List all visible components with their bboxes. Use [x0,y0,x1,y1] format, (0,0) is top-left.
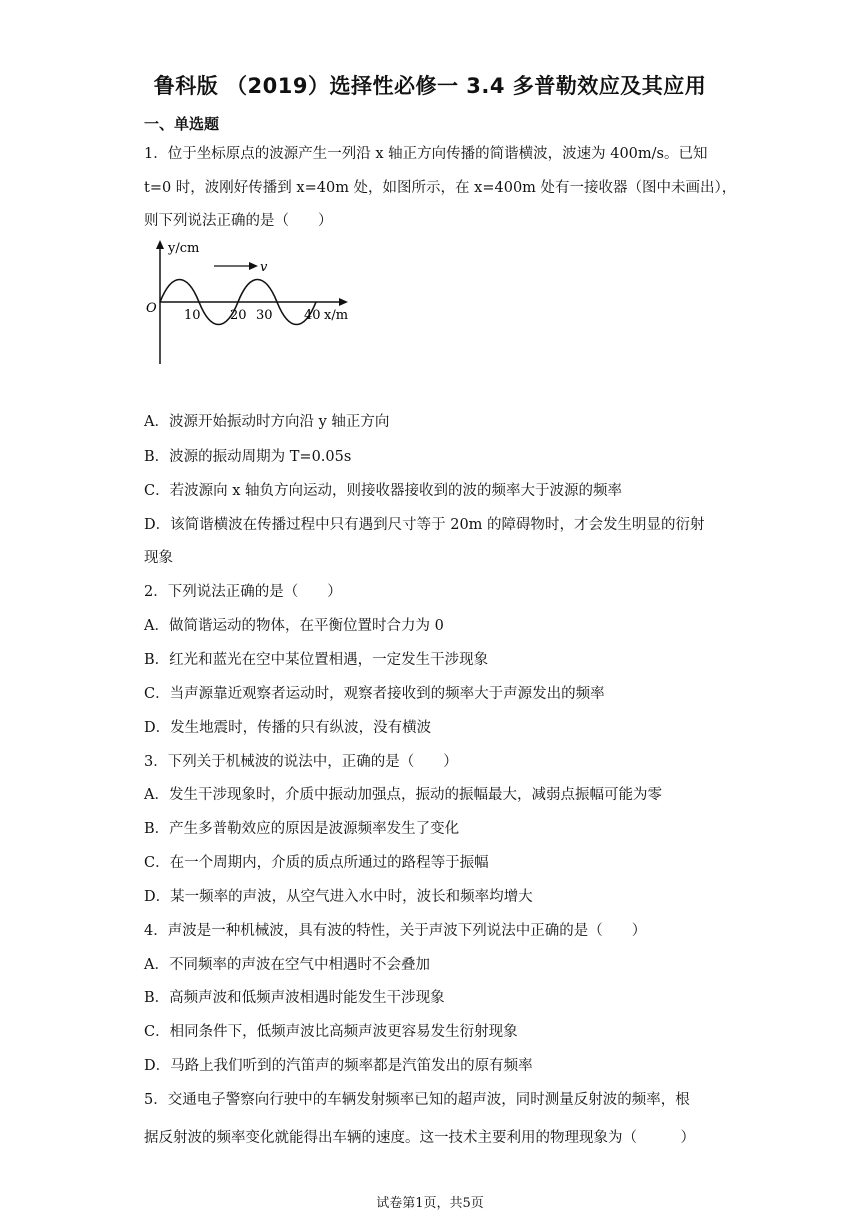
question-3-stem: 3．下列关于机械波的说法中，正确的是（ ） [144,754,458,770]
question-3-option-a: A．发生干涉现象时，介质中振动加强点，振动的振幅最大，减弱点振幅可能为零 [144,787,662,803]
question-4-option-a: A．不同频率的声波在空气中相遇时不会叠加 [144,957,430,973]
page-title: 鲁科版 （2019）选择性必修一 3.4 多普勒效应及其应用 [153,74,707,98]
question-4-option-c: C．相同条件下，低频声波比高频声波更容易发生衍射现象 [144,1024,518,1040]
question-4-stem: 4．声波是一种机械波，具有波的特性，关于声波下列说法中正确的是（ ） [144,923,647,939]
page-footer: 试卷第1页，共5页 [376,1196,484,1211]
question-5-line-1: 5．交通电子警察向行驶中的车辆发射频率已知的超声波，同时测量反射波的频率，根 [144,1092,690,1108]
section-heading: 一、单选题 [144,115,220,133]
question-4-option-b: B．高频声波和低频声波相遇时能发生干涉现象 [144,990,445,1006]
question-2-option-d: D．发生地震时，传播的只有纵波，没有横波 [144,720,432,736]
question-3-option-b: B．产生多普勒效应的原因是波源频率发生了变化 [144,821,460,837]
question-2-option-a: A．做简谐运动的物体，在平衡位置时合力为 0 [144,618,444,634]
y-axis-label: y/cm [168,241,200,256]
question-3-option-d: D．某一频率的声波，从空气进入水中时，波长和频率均增大 [144,889,533,905]
question-5-line-2: 据反射波的频率变化就能得出车辆的速度。这一技术主要利用的物理现象为（ ） [144,1130,695,1146]
y-axis-arrow [156,240,164,249]
question-1-line-1: 1．位于坐标原点的波源产生一列沿 x 轴正方向传播的简谐横波，波速为 400m/s。已知 [144,146,708,162]
velocity-arrow-head [249,262,258,270]
x-axis-arrow [339,298,348,306]
question-1-option-b: B．波源的振动周期为 T=0.05s [144,449,352,465]
question-1-option-a: A．波源开始振动时方向沿 y 轴正方向 [144,414,390,430]
question-4-option-d: D．马路上我们听到的汽笛声的频率都是汽笛发出的原有频率 [144,1058,533,1074]
question-2-stem: 2．下列说法正确的是（ ） [144,584,342,600]
question-1-option-c: C．若波源向 x 轴负方向运动，则接收器接收到的波的频率大于波源的频率 [144,483,622,499]
question-2-option-b: B．红光和蓝光在空中某位置相遇，一定发生干涉现象 [144,652,489,668]
question-1-line-3: 则下列说法正确的是（ ） [144,213,333,229]
x-axis-label: x/m [324,308,349,323]
question-3-option-c: C．在一个周期内，介质的质点所通过的路程等于振幅 [144,855,489,871]
question-1-option-d: D．该简谐横波在传播过程中只有遇到尺寸等于 20m 的障碍物时，才会发生明显的衍射 [144,517,705,533]
x-tick-40: 40 [304,308,321,323]
question-1-option-d-cont: 现象 [144,550,173,566]
x-tick-30: 30 [256,308,273,323]
origin-label: O [146,301,157,316]
x-tick-10: 10 [184,308,201,323]
wave-figure [144,238,364,368]
velocity-label: v [260,260,268,275]
x-tick-20: 20 [230,308,247,323]
question-1-line-2: t=0 时，波刚好传播到 x=40m 处，如图所示，在 x=400m 处有一接收器（图中未画出）， [144,180,737,196]
question-2-option-c: C．当声源靠近观察者运动时，观察者接收到的频率大于声源发出的频率 [144,686,605,702]
